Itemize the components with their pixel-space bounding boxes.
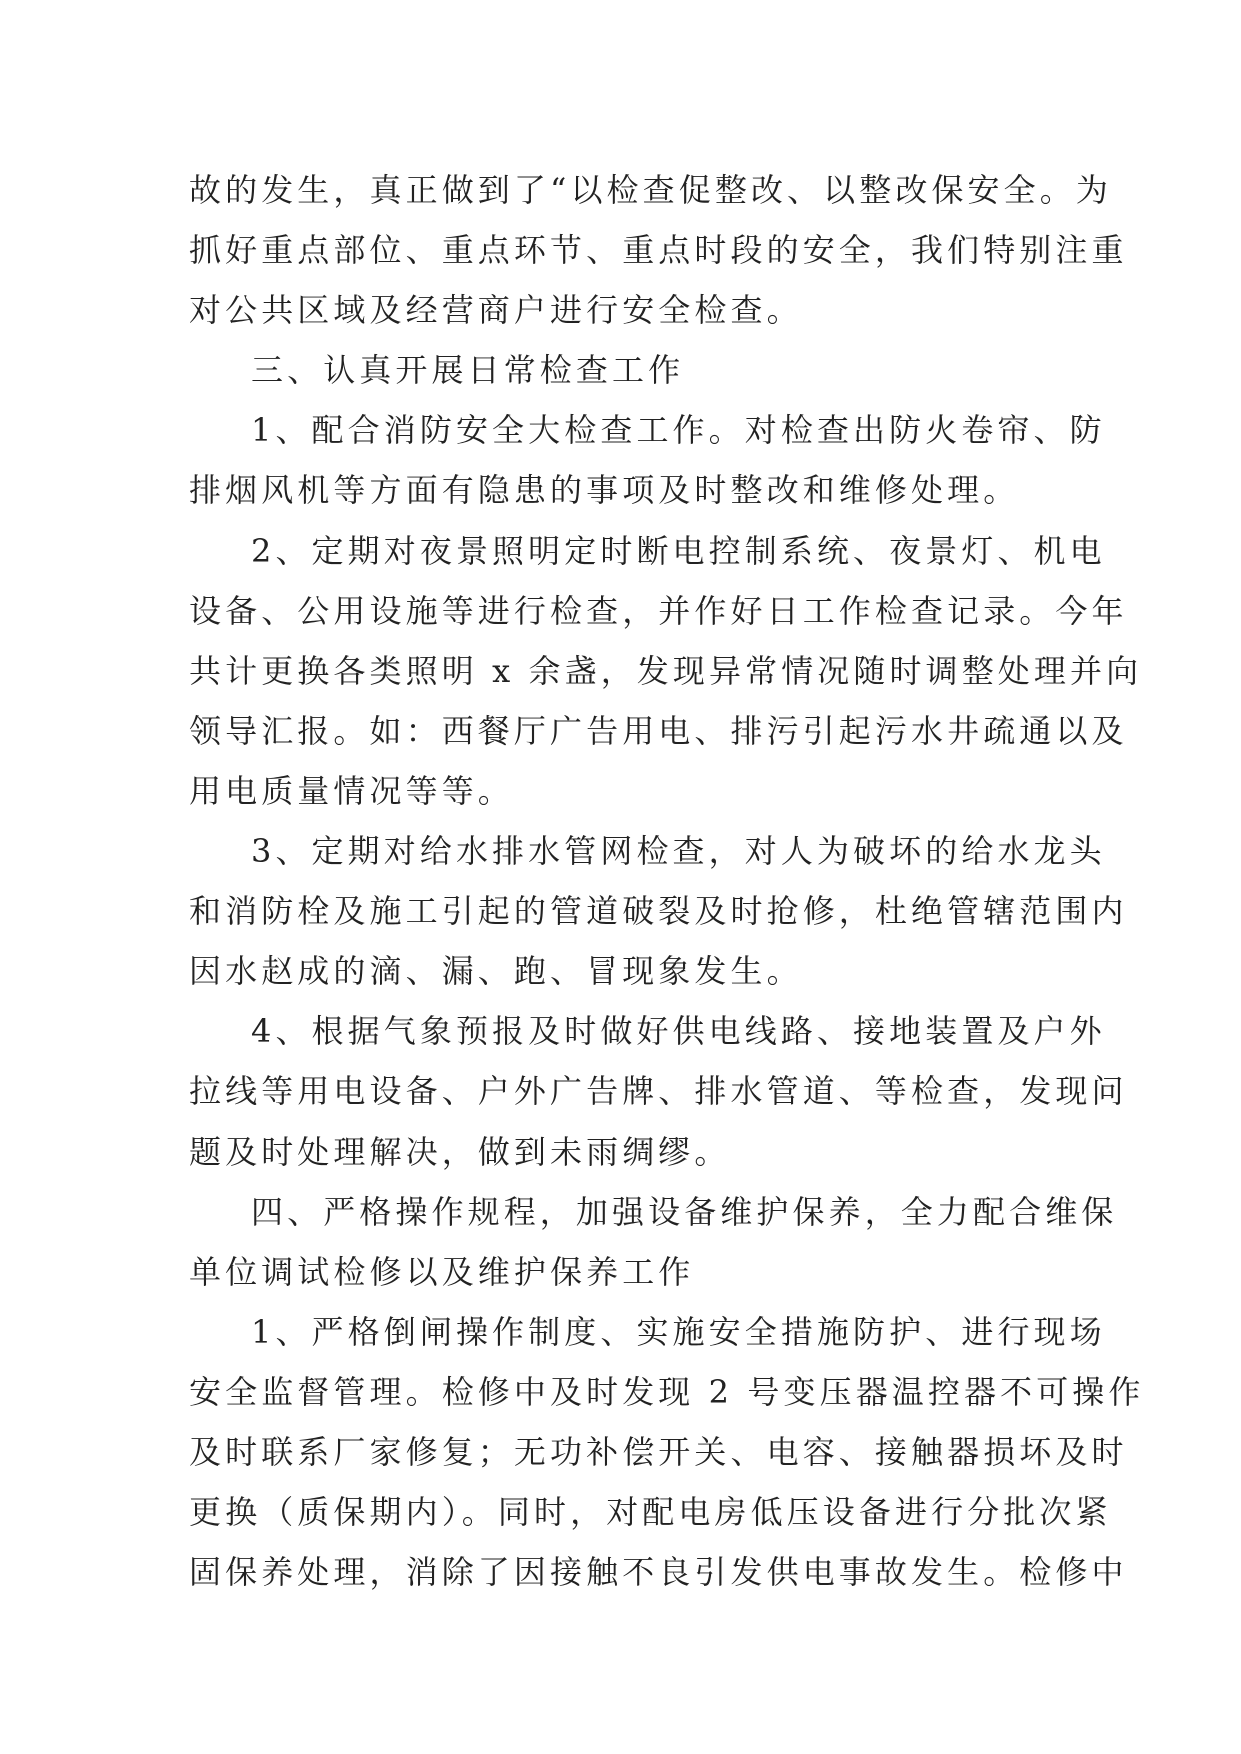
text-line: 安全监督管理。检修中及时发现 2 号变压器温控器不可操作 xyxy=(189,1372,1145,1411)
text-line: 2、定期对夜景照明定时断电控制系统、夜景灯、机电 xyxy=(251,531,1106,570)
text-line: 4、根据气象预报及时做好供电线路、接地装置及户外 xyxy=(251,1012,1106,1051)
text-line: 更换（质保期内）。同时，对配电房低压设备进行分批次紧 xyxy=(189,1493,1112,1532)
text-line: 固保养处理，消除了因接触不良引发供电事故发生。检修中 xyxy=(189,1553,1128,1592)
section-heading: 三、认真开展日常检查工作 xyxy=(251,351,685,390)
text-line: 用电质量情况等等。 xyxy=(189,771,514,810)
text-line: 1、严格倒闸操作制度、实施安全措施防护、进行现场 xyxy=(251,1312,1106,1351)
text-line: 领导汇报。如：西餐厅广告用电、排污引起污水井疏通以及 xyxy=(189,711,1128,750)
text-line: 拉线等用电设备、户外广告牌、排水管道、等检查，发现问 xyxy=(189,1072,1128,1111)
text-line: 故的发生，真正做到了“以检查促整改、以整改保安全。为 xyxy=(189,171,1112,209)
text-line: 1、配合消防安全大检查工作。对检查出防火卷帘、防 xyxy=(251,411,1106,450)
text-line: 因水赵成的滴、漏、跑、冒现象发生。 xyxy=(189,952,803,991)
text-line: 共计更换各类照明 x 余盏，发现异常情况随时调整处理并向 xyxy=(189,651,1143,690)
text-line: 题及时处理解决，做到未雨绸缪。 xyxy=(189,1132,731,1171)
section-heading-continued: 单位调试检修以及维护保养工作 xyxy=(189,1252,695,1291)
text-line: 3、定期对给水排水管网检查，对人为破坏的给水龙头 xyxy=(251,832,1106,871)
text-line: 对公共区域及经营商户进行安全检查。 xyxy=(189,291,803,330)
text-line: 排烟风机等方面有隐患的事项及时整改和维修处理。 xyxy=(189,471,1020,510)
text-line: 设备、公用设施等进行检查，并作好日工作检查记录。今年 xyxy=(189,591,1128,630)
text-line: 及时联系厂家修复；无功补偿开关、电容、接触器损坏及时 xyxy=(189,1432,1128,1471)
text-line: 和消防栓及施工引起的管道破裂及时抢修，杜绝管辖范围内 xyxy=(189,892,1128,931)
text-line: 抓好重点部位、重点环节、重点时段的安全，我们特别注重 xyxy=(189,231,1128,270)
section-heading: 四、严格操作规程，加强设备维护保养，全力配合维保 xyxy=(251,1192,1118,1231)
body-text xyxy=(189,160,1145,1602)
